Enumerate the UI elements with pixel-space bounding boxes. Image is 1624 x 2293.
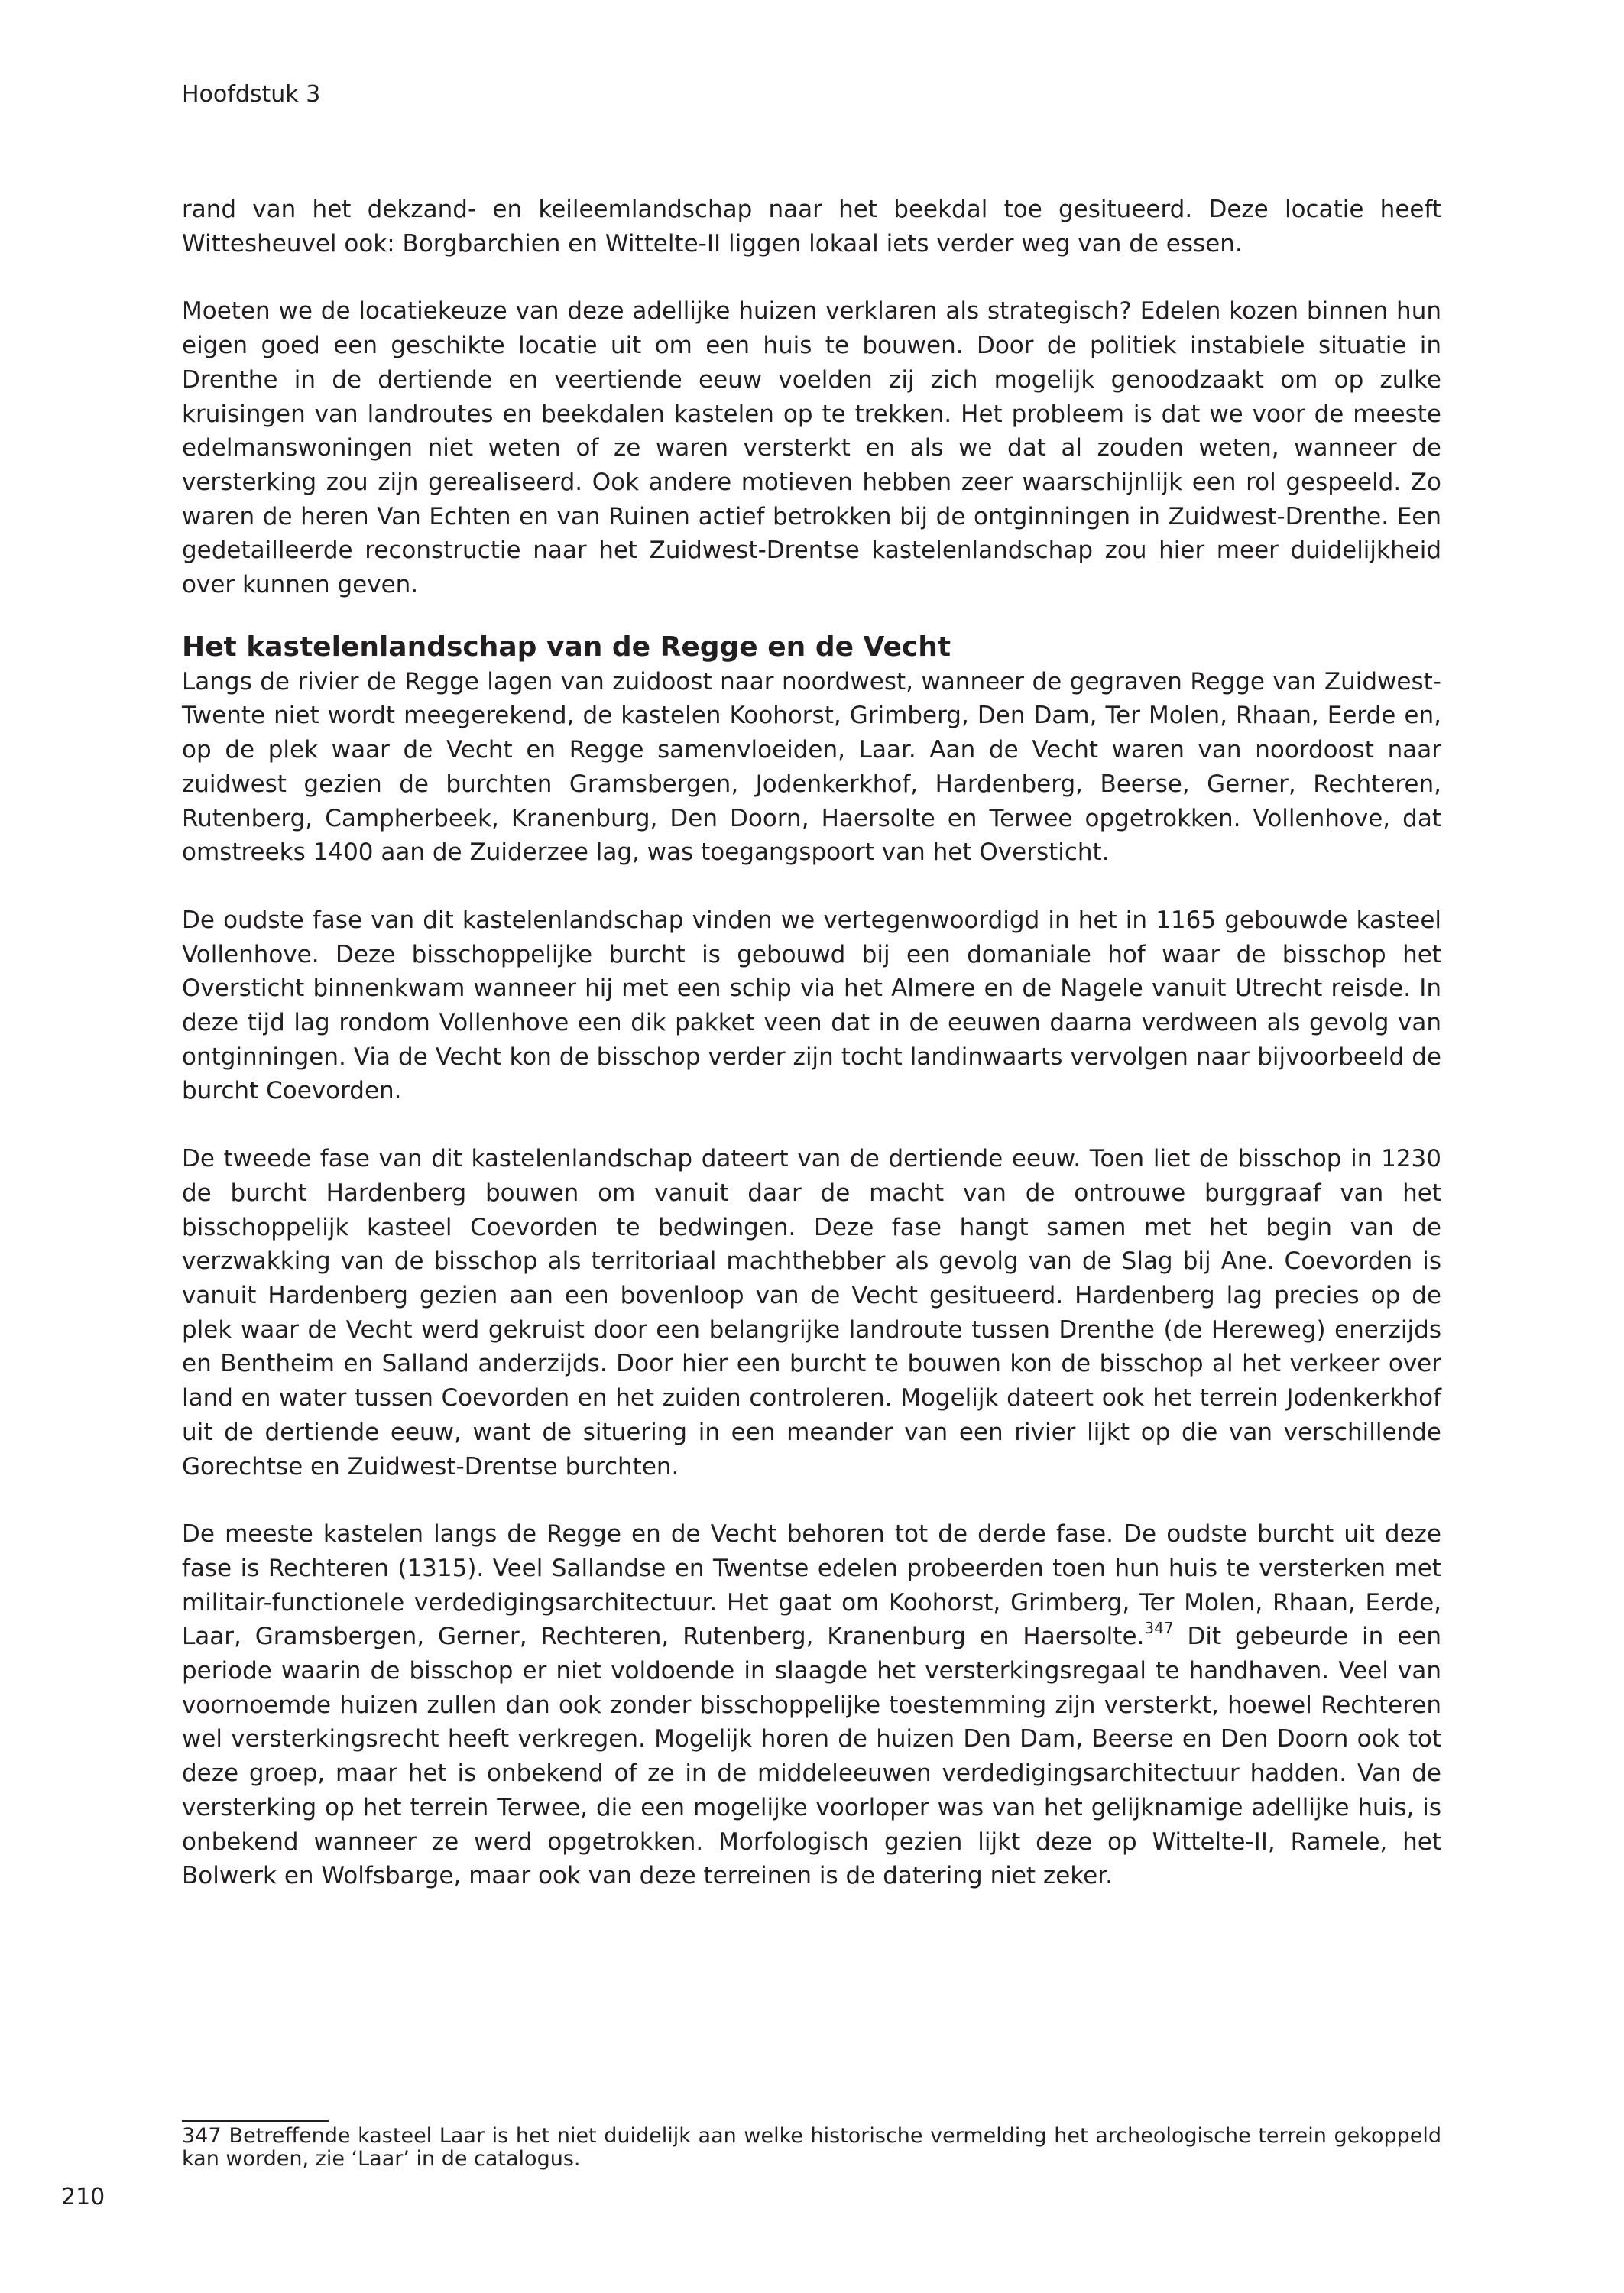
- paragraph-6-part-2: Dit gebeurde in een periode waarin de bisschop er niet voldoende in slaagde het versterkingsregaal te handhaven. Veel van voornoemde huizen zullen dan ook zonder bisschoppelijke toestemming zijn versterkt, hoewel Rechteren wel versterkingsrecht heeft verkregen. Mogelijk horen de huizen Den Dam, Beerse en Den Doorn ook tot deze groep, maar het is onbekend of ze in de middeleeuwen verdedigingsarchitectuur hadden. Van de versterking op het terrein Terwee, die een mogelijke voorloper was van het gelijknamige adellijke huis, is onbekend wanneer ze werd opgetrokken. Morfologisch gezien lijkt deze op Wittelte-II, Ramele, het Bolwerk en Wolfsbarge, maar ook van deze terreinen is de datering niet zeker.: [182, 1623, 1441, 1890]
- paragraph-3: Langs de rivier de Regge lagen van zuidoost naar noordwest, wanneer de gegraven Regge van Zuidwest-Twente niet wordt meegerekend, de kastelen Koohorst, Grimberg, Den Dam, Ter Molen, Rhaan, Eerde en, op de plek waar de Vecht en Regge samenvloeiden, Laar. Aan de Vecht waren van noordoost naar zuidwest gezien de burchten Gramsbergen, Jodenkerkhof, Hardenberg, Beerse, Gerner, Rechteren, Rutenberg, Campherbeek, Kranenburg, Den Doorn, Haersolte en Terwee opgetrokken. Vollenhove, dat omstreeks 1400 aan de Zuiderzee lag, was toegangspoort van het Oversticht.: [182, 667, 1441, 867]
- paragraph-5: De tweede fase van dit kastelenlandschap dateert van de dertiende eeuw. Toen liet de bisschop in 1230 de burcht Hardenberg bouwen om vanuit daar de macht van de ontrouwe burggraaf van het bisschoppelijk kasteel Coevorden te bedwingen. Deze fase hangt samen met het begin van de verzwakking van de bisschop als territoriaal machthebber als gevolg van de Slag bij Ane. Coevorden is vanuit Hardenberg gezien aan een bovenloop van de Vecht gesitueerd. Hardenberg lag precies op de plek waar de Vecht werd gekruist door een belangrijke landroute tussen Drenthe (de Hereweg) enerzijds en Bentheim en Salland anderzijds. Door hier een burcht te bouwen kon de bisschop al het verkeer over land en water tussen Coevorden en het zuiden controleren. Mogelijk dateert ook het terrein Jodenkerkhof uit de dertiende eeuw, want de situering in een meander van een rivier lijkt op die van verschillende Gorechtse en Zuidwest-Drentse burchten.: [182, 1145, 1441, 1481]
- paragraph-4: De oudste fase van dit kastelenlandschap vinden we vertegenwoordigd in het in 1165 gebouwde kasteel Vollenhove. Deze bisschoppelijke burcht is gebouwd bij een domaniale hof waar de bisschop het Oversticht binnenkwam wanneer hij met een schip via het Almere en de Nagele vanuit Utrecht reisde. In deze tijd lag rondom Vollenhove een dik pakket veen dat in de eeuwen daarna verdween als gevolg van ontginningen. Via de Vecht kon de bisschop verder zijn tocht landinwaarts vervolgen naar bijvoorbeeld de burcht Coevorden.: [182, 906, 1441, 1105]
- paragraph-6-part-1: De meeste kastelen langs de Regge en de Vecht behoren tot de derde fase. De oudste burcht uit deze fase is Rechteren (1315). Veel Sallandse en Twentse edelen probeerden toen hun huis te versterken met militair-functionele verdedigingsarchitectuur. Het gaat om Koohorst, Grimberg, Ter Molen, Rhaan, Eerde, Laar, Gramsbergen, Gerner, Rechteren, Rutenberg, Kranenburg en Haersolte.: [182, 1520, 1441, 1651]
- paragraph-1: rand van het dekzand- en keileemlandschap naar het beekdal toe gesitueerd. Deze locatie heeft Wittesheuvel ook: Borgbarchien en Wittelte-II liggen lokaal iets verder weg van de essen.: [182, 196, 1441, 258]
- footnote-separator: [182, 2120, 329, 2122]
- footnote-text: Betreffende kasteel Laar is het niet duidelijk aan welke historische vermelding het archeologische terrein gekoppeld kan worden, zie ‘Laar’ in de catalogus.: [182, 2124, 1441, 2171]
- paragraph-6: [182, 1517, 1441, 1893]
- paragraph-2: Moeten we de locatiekeuze van deze adellijke huizen verklaren als strategisch? Edelen kozen binnen hun eigen goed een geschikte locatie uit om een huis te bouwen. Door de politiek instabiele situatie in Drenthe in de dertiende en veertiende eeuw voelden zij zich mogelijk genoodzaakt om op zulke kruisingen van landroutes en beekdalen kastelen op te trekken. Het probleem is dat we voor de meeste edelmanswoningen niet weten of ze waren versterkt en als we dat al zouden weten, wanneer de versterking zou zijn gerealiseerd. Ook andere motieven hebben zeer waarschijnlijk een rol gespeeld. Zo waren de heren Van Echten en van Ruinen actief betrokken bij de ontginningen in Zuidwest-Drenthe. Een gedetailleerde reconstructie naar het Zuidwest-Drentse kastelenlandschap zou hier meer duidelijkheid over kunnen geven.: [182, 297, 1441, 599]
- footnote-reference[interactable]: 347: [1144, 1619, 1174, 1638]
- body-text: [182, 193, 1441, 1893]
- running-head: Hoofdstuk 3: [182, 81, 321, 108]
- page-number: 210: [61, 2184, 105, 2210]
- footnote-number: 347: [182, 2124, 222, 2148]
- section-heading: Het kastelenlandschap van de Regge en de Vecht: [182, 631, 951, 663]
- footnote: [182, 2125, 1441, 2171]
